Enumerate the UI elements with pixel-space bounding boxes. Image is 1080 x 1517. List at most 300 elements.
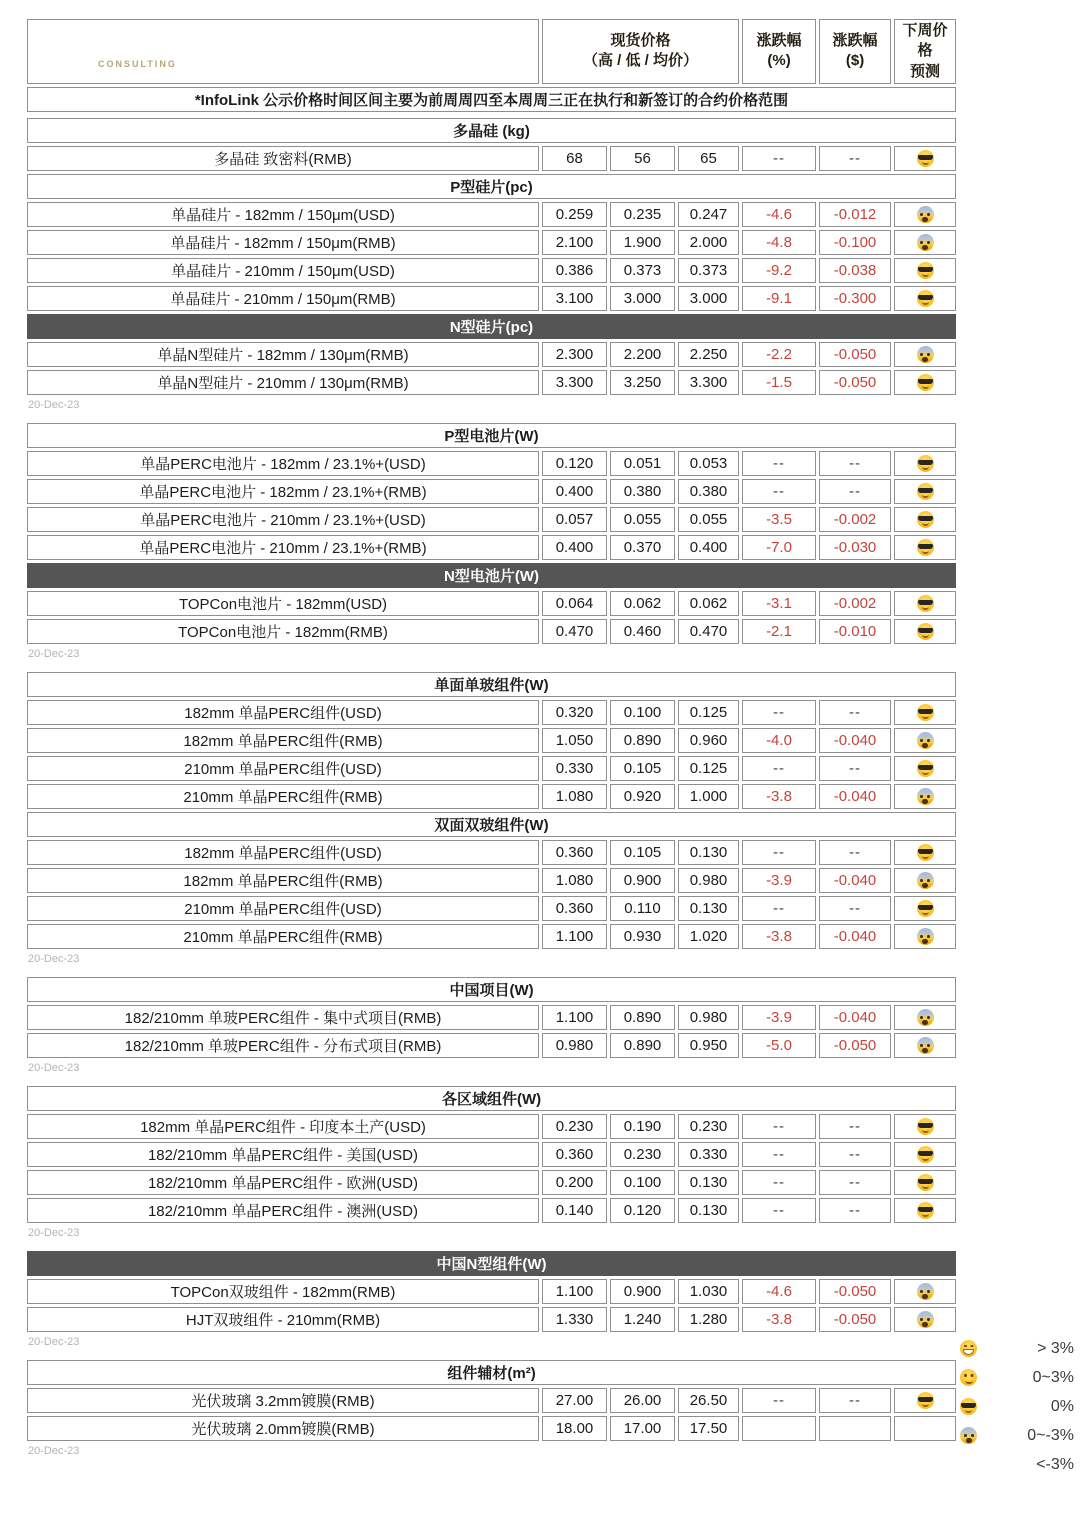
- change-pct: -3.8: [742, 924, 816, 949]
- forecast-cell: [894, 258, 956, 283]
- change-usd: -0.050: [819, 1307, 891, 1332]
- section-header: P型电池片(W): [27, 423, 956, 448]
- date-stamp: 20-Dec-23: [28, 1444, 80, 1457]
- forecast-cell: [894, 868, 956, 893]
- price-low: 3.000: [610, 286, 675, 311]
- logo-cell: [27, 19, 539, 84]
- change-usd: --: [819, 146, 891, 171]
- row-label: 光伏玻璃 3.2mm镀膜(RMB): [27, 1388, 539, 1413]
- change-pct: -9.2: [742, 258, 816, 283]
- scream-emoji-icon: [917, 1283, 934, 1300]
- change-usd: -0.300: [819, 286, 891, 311]
- change-pct: -5.0: [742, 1033, 816, 1058]
- forecast-cell: [894, 202, 956, 227]
- price-avg: 0.130: [678, 1170, 739, 1195]
- change-usd: -0.050: [819, 1033, 891, 1058]
- price-high: 0.259: [542, 202, 607, 227]
- price-high: 68: [542, 146, 607, 171]
- change-pct: --: [742, 1170, 816, 1195]
- forecast-cell: [894, 591, 956, 616]
- table-row: [27, 342, 956, 367]
- price-low: 0.900: [610, 1279, 675, 1304]
- change-pct: -3.8: [742, 784, 816, 809]
- date-stamp: 20-Dec-23: [28, 1061, 80, 1074]
- price-low: 17.00: [610, 1416, 675, 1441]
- legend-item: [960, 1421, 1074, 1450]
- table-row: [27, 896, 956, 921]
- price-avg: 0.053: [678, 451, 739, 476]
- scream-emoji-icon: [917, 732, 934, 749]
- table-row: [27, 756, 956, 781]
- row-label: 182/210mm 单晶PERC组件 - 澳洲(USD): [27, 1198, 539, 1223]
- forecast-cell: [894, 1170, 956, 1195]
- price-low: 0.105: [610, 756, 675, 781]
- change-usd: -0.050: [819, 1279, 891, 1304]
- legend-label: <-3%: [1036, 1455, 1074, 1473]
- row-label: 182mm 单晶PERC组件(RMB): [27, 868, 539, 893]
- price-low: 0.055: [610, 507, 675, 532]
- smile-emoji-icon: [960, 1369, 977, 1386]
- table-row: [27, 700, 956, 725]
- scream-emoji-icon: [917, 928, 934, 945]
- row-label: 182mm 单晶PERC组件 - 印度本土产(USD): [27, 1114, 539, 1139]
- forecast-cell: [894, 700, 956, 725]
- row-label: 182/210mm 单玻PERC组件 - 集中式项目(RMB): [27, 1005, 539, 1030]
- row-label: TOPCon电池片 - 182mm(USD): [27, 591, 539, 616]
- change-usd: -0.050: [819, 342, 891, 367]
- price-high: 1.050: [542, 728, 607, 753]
- change-pct: -3.9: [742, 868, 816, 893]
- price-high: 0.400: [542, 535, 607, 560]
- date-stamp: 20-Dec-23: [28, 1335, 80, 1348]
- price-high: 0.360: [542, 896, 607, 921]
- price-group-table: [24, 669, 959, 952]
- column-header-spot-price: 现货价格 （高 / 低 / 均价）: [542, 19, 739, 84]
- change-usd: -0.010: [819, 619, 891, 644]
- table-row: [27, 230, 956, 255]
- sunglasses-emoji-icon: [917, 1392, 934, 1409]
- row-label: 210mm 单晶PERC组件(RMB): [27, 784, 539, 809]
- row-label: 单晶N型硅片 - 182mm / 130μm(RMB): [27, 342, 539, 367]
- forecast-cell: [894, 1142, 956, 1167]
- forecast-cell: [894, 1005, 956, 1030]
- table-row: [27, 1170, 956, 1195]
- price-low: 26.00: [610, 1388, 675, 1413]
- price-low: 0.380: [610, 479, 675, 504]
- scream-emoji-icon: [917, 206, 934, 223]
- price-high: 18.00: [542, 1416, 607, 1441]
- table-row: [27, 258, 956, 283]
- change-usd: -0.038: [819, 258, 891, 283]
- price-avg: 1.020: [678, 924, 739, 949]
- forecast-cell: [894, 451, 956, 476]
- section-header: 中国N型组件(W): [27, 1251, 956, 1276]
- sunglasses-emoji-icon: [917, 1118, 934, 1135]
- price-low: 0.120: [610, 1198, 675, 1223]
- change-pct: --: [742, 451, 816, 476]
- table-row: [27, 1307, 956, 1332]
- row-label: 182mm 单晶PERC组件(RMB): [27, 728, 539, 753]
- sunglasses-emoji-icon: [917, 483, 934, 500]
- section-header: 多晶硅 (kg): [27, 118, 956, 143]
- legend-label: 0~-3%: [1027, 1426, 1074, 1444]
- row-label: 光伏玻璃 2.0mm镀膜(RMB): [27, 1416, 539, 1441]
- forecast-cell: [894, 535, 956, 560]
- change-pct: --: [742, 756, 816, 781]
- price-high: 0.230: [542, 1114, 607, 1139]
- forecast-cell: [894, 370, 956, 395]
- price-high: 2.300: [542, 342, 607, 367]
- table-row: [27, 840, 956, 865]
- price-low: 0.105: [610, 840, 675, 865]
- price-avg: 1.030: [678, 1279, 739, 1304]
- price-high: 0.140: [542, 1198, 607, 1223]
- sunglasses-emoji-icon: [917, 262, 934, 279]
- price-high: 0.057: [542, 507, 607, 532]
- price-low: 0.373: [610, 258, 675, 283]
- legend-item: [960, 1392, 1074, 1421]
- row-label: 单晶PERC电池片 - 210mm / 23.1%+(RMB): [27, 535, 539, 560]
- logo-brand: InfoLink: [98, 30, 188, 57]
- column-header-change-usd: 涨跌幅 ($): [819, 19, 891, 84]
- date-stamp: 20-Dec-23: [28, 647, 80, 660]
- change-pct: --: [742, 700, 816, 725]
- date-stamp: 20-Dec-23: [28, 398, 80, 411]
- price-high: 0.400: [542, 479, 607, 504]
- price-low: 1.900: [610, 230, 675, 255]
- change-usd: --: [819, 1388, 891, 1413]
- price-low: 0.890: [610, 1005, 675, 1030]
- price-low: 2.200: [610, 342, 675, 367]
- price-low: 0.890: [610, 728, 675, 753]
- table-row: [27, 370, 956, 395]
- table-row: [27, 728, 956, 753]
- price-avg: 0.980: [678, 868, 739, 893]
- price-high: 0.470: [542, 619, 607, 644]
- change-usd: -0.040: [819, 1005, 891, 1030]
- price-high: 1.100: [542, 1279, 607, 1304]
- change-pct: -9.1: [742, 286, 816, 311]
- change-pct: -1.5: [742, 370, 816, 395]
- table-row: [27, 146, 956, 171]
- price-avg: 1.280: [678, 1307, 739, 1332]
- price-avg: 0.125: [678, 700, 739, 725]
- section-header: 各区域组件(W): [27, 1086, 956, 1111]
- forecast-cell: [894, 230, 956, 255]
- sunglasses-emoji-icon: [960, 1398, 977, 1415]
- change-usd: -0.012: [819, 202, 891, 227]
- price-avg: 65: [678, 146, 739, 171]
- row-label: 182mm 单晶PERC组件(USD): [27, 700, 539, 725]
- scream-emoji-icon: [917, 1037, 934, 1054]
- sunglasses-emoji-icon: [917, 1202, 934, 1219]
- row-label: 182mm 单晶PERC组件(USD): [27, 840, 539, 865]
- price-low: 1.240: [610, 1307, 675, 1332]
- sunglasses-emoji-icon: [917, 455, 934, 472]
- change-usd: -0.040: [819, 784, 891, 809]
- change-pct: -2.1: [742, 619, 816, 644]
- change-usd: --: [819, 1142, 891, 1167]
- forecast-cell: [894, 1307, 956, 1332]
- infolink-logo: [30, 29, 536, 73]
- change-pct: -4.6: [742, 1279, 816, 1304]
- table-row: [27, 1142, 956, 1167]
- row-label: 182/210mm 单玻PERC组件 - 分布式项目(RMB): [27, 1033, 539, 1058]
- price-groups: [24, 115, 959, 1457]
- forecast-cell: [894, 840, 956, 865]
- table-row: [27, 451, 956, 476]
- row-label: 182/210mm 单晶PERC组件 - 美国(USD): [27, 1142, 539, 1167]
- price-avg: 0.960: [678, 728, 739, 753]
- price-low: 0.930: [610, 924, 675, 949]
- sunglasses-emoji-icon: [917, 1174, 934, 1191]
- price-low: 0.062: [610, 591, 675, 616]
- table-row: [27, 535, 956, 560]
- logo-subtitle: CONSULTING: [98, 59, 177, 70]
- price-high: 1.330: [542, 1307, 607, 1332]
- change-pct: -3.8: [742, 1307, 816, 1332]
- table-row: [27, 479, 956, 504]
- change-usd: --: [819, 840, 891, 865]
- legend-label: 0%: [1050, 1397, 1074, 1415]
- section-header: 单面单玻组件(W): [27, 672, 956, 697]
- change-usd: --: [819, 700, 891, 725]
- price-avg: 0.950: [678, 1033, 739, 1058]
- legend-label: > 3%: [1037, 1339, 1074, 1357]
- sunglasses-emoji-icon: [917, 1146, 934, 1163]
- change-usd: -0.030: [819, 535, 891, 560]
- price-low: 0.920: [610, 784, 675, 809]
- section-header: N型电池片(W): [27, 563, 956, 588]
- price-low: 56: [610, 146, 675, 171]
- price-high: 0.120: [542, 451, 607, 476]
- column-header-change-pct: 涨跌幅 (%): [742, 19, 816, 84]
- change-pct: -3.9: [742, 1005, 816, 1030]
- table-row: [27, 924, 956, 949]
- price-group-table: [24, 1248, 959, 1335]
- row-label: 210mm 单晶PERC组件(RMB): [27, 924, 539, 949]
- sunglasses-emoji-icon: [917, 539, 934, 556]
- change-usd: -0.040: [819, 924, 891, 949]
- infolink-logo-icon: [44, 29, 88, 73]
- price-avg: 0.062: [678, 591, 739, 616]
- scream-emoji-icon: [917, 872, 934, 889]
- scream-emoji-icon: [917, 788, 934, 805]
- table-row: [27, 1416, 956, 1441]
- forecast-cell: [894, 1279, 956, 1304]
- legend-item: [960, 1363, 1074, 1392]
- forecast-cell: [894, 924, 956, 949]
- legend-item: [960, 1334, 1074, 1363]
- table-row: [27, 784, 956, 809]
- change-pct: -2.2: [742, 342, 816, 367]
- row-label: 单晶PERC电池片 - 210mm / 23.1%+(USD): [27, 507, 539, 532]
- change-usd: --: [819, 1198, 891, 1223]
- price-high: 0.320: [542, 700, 607, 725]
- table-row: [27, 507, 956, 532]
- price-group-table: [24, 1083, 959, 1226]
- forecast-cell: [894, 728, 956, 753]
- change-usd: -0.100: [819, 230, 891, 255]
- sunglasses-emoji-icon: [917, 704, 934, 721]
- change-usd: -0.002: [819, 507, 891, 532]
- price-high: 0.386: [542, 258, 607, 283]
- row-label: TOPCon双玻组件 - 182mm(RMB): [27, 1279, 539, 1304]
- scream-emoji-icon: [917, 1009, 934, 1026]
- change-usd: [819, 1416, 891, 1441]
- price-high: 1.100: [542, 924, 607, 949]
- price-low: 0.460: [610, 619, 675, 644]
- price-period-note: *InfoLink 公示价格时间区间主要为前周周四至本周周三正在执行和新签订的合约价格范围: [27, 87, 956, 112]
- table-row: [27, 286, 956, 311]
- forecast-cell: [894, 756, 956, 781]
- row-label: 单晶N型硅片 - 210mm / 130μm(RMB): [27, 370, 539, 395]
- table-header: [24, 16, 959, 115]
- change-usd: --: [819, 451, 891, 476]
- section-header: P型硅片(pc): [27, 174, 956, 199]
- table-row: [27, 1198, 956, 1223]
- section-header: 中国项目(W): [27, 977, 956, 1002]
- table-row: [27, 1005, 956, 1030]
- price-avg: 2.250: [678, 342, 739, 367]
- sunglasses-emoji-icon: [917, 595, 934, 612]
- change-usd: --: [819, 1170, 891, 1195]
- section-header: 双面双玻组件(W): [27, 812, 956, 837]
- forecast-cell: [894, 1114, 956, 1139]
- sunglasses-emoji-icon: [917, 511, 934, 528]
- row-label: 182/210mm 单晶PERC组件 - 欧洲(USD): [27, 1170, 539, 1195]
- price-high: 0.064: [542, 591, 607, 616]
- change-usd: -0.050: [819, 370, 891, 395]
- forecast-cell: [894, 286, 956, 311]
- change-pct: --: [742, 1142, 816, 1167]
- price-avg: 0.247: [678, 202, 739, 227]
- price-group-table: [24, 1357, 959, 1444]
- change-pct: [742, 1416, 816, 1441]
- white-overlay-patch: [737, 1452, 1038, 1493]
- change-usd: -0.040: [819, 728, 891, 753]
- price-high: 0.330: [542, 756, 607, 781]
- grin-emoji-icon: [960, 1340, 977, 1357]
- change-pct: --: [742, 1114, 816, 1139]
- row-label: 210mm 单晶PERC组件(USD): [27, 896, 539, 921]
- sunglasses-emoji-icon: [917, 374, 934, 391]
- forecast-cell: [894, 1388, 956, 1413]
- price-low: 0.190: [610, 1114, 675, 1139]
- price-avg: 3.300: [678, 370, 739, 395]
- forecast-cell: [894, 1033, 956, 1058]
- scream-emoji-icon: [917, 234, 934, 251]
- forecast-cell: [894, 342, 956, 367]
- price-avg: 0.130: [678, 840, 739, 865]
- row-label: 210mm 单晶PERC组件(USD): [27, 756, 539, 781]
- price-high: 3.100: [542, 286, 607, 311]
- row-label: 单晶PERC电池片 - 182mm / 23.1%+(USD): [27, 451, 539, 476]
- change-usd: --: [819, 896, 891, 921]
- price-low: 0.110: [610, 896, 675, 921]
- change-pct: -4.0: [742, 728, 816, 753]
- sunglasses-emoji-icon: [917, 150, 934, 167]
- table-row: [27, 591, 956, 616]
- price-group-table: [24, 974, 959, 1061]
- table-row: [27, 1388, 956, 1413]
- date-stamp: 20-Dec-23: [28, 952, 80, 965]
- price-avg: 2.000: [678, 230, 739, 255]
- sunglasses-emoji-icon: [917, 900, 934, 917]
- price-avg: 0.470: [678, 619, 739, 644]
- price-low: 0.051: [610, 451, 675, 476]
- change-usd: -0.002: [819, 591, 891, 616]
- change-pct: --: [742, 896, 816, 921]
- sunglasses-emoji-icon: [917, 844, 934, 861]
- price-group-table: [24, 420, 959, 647]
- table-row: [27, 619, 956, 644]
- price-avg: 0.330: [678, 1142, 739, 1167]
- row-label: TOPCon电池片 - 182mm(RMB): [27, 619, 539, 644]
- legend-label: 0~3%: [1032, 1368, 1074, 1386]
- price-low: 0.230: [610, 1142, 675, 1167]
- sunglasses-emoji-icon: [917, 290, 934, 307]
- price-avg: 0.380: [678, 479, 739, 504]
- change-pct: --: [742, 479, 816, 504]
- row-label: 单晶PERC电池片 - 182mm / 23.1%+(RMB): [27, 479, 539, 504]
- change-pct: -7.0: [742, 535, 816, 560]
- price-avg: 0.125: [678, 756, 739, 781]
- price-high: 1.100: [542, 1005, 607, 1030]
- change-pct: -3.1: [742, 591, 816, 616]
- price-low: 0.900: [610, 868, 675, 893]
- section-header: 组件辅材(m²): [27, 1360, 956, 1385]
- row-label: 单晶硅片 - 210mm / 150μm(USD): [27, 258, 539, 283]
- price-avg: 0.400: [678, 535, 739, 560]
- change-usd: --: [819, 756, 891, 781]
- price-avg: 0.055: [678, 507, 739, 532]
- price-high: 0.200: [542, 1170, 607, 1195]
- price-high: 2.100: [542, 230, 607, 255]
- forecast-cell: [894, 1198, 956, 1223]
- price-avg: 0.230: [678, 1114, 739, 1139]
- price-avg: 0.980: [678, 1005, 739, 1030]
- column-header-forecast: 下周价格 预测: [894, 19, 956, 84]
- price-avg: 26.50: [678, 1388, 739, 1413]
- sunglasses-emoji-icon: [917, 760, 934, 777]
- forecast-cell: [894, 479, 956, 504]
- price-avg: 0.130: [678, 896, 739, 921]
- forecast-cell: [894, 896, 956, 921]
- forecast-cell: [894, 784, 956, 809]
- row-label: 单晶硅片 - 210mm / 150μm(RMB): [27, 286, 539, 311]
- section-header: N型硅片(pc): [27, 314, 956, 339]
- table-row: [27, 868, 956, 893]
- price-avg: 17.50: [678, 1416, 739, 1441]
- price-avg: 1.000: [678, 784, 739, 809]
- price-low: 0.370: [610, 535, 675, 560]
- table-row: [27, 202, 956, 227]
- row-label: HJT双玻组件 - 210mm(RMB): [27, 1307, 539, 1332]
- price-high: 27.00: [542, 1388, 607, 1413]
- price-low: 0.235: [610, 202, 675, 227]
- change-pct: -4.8: [742, 230, 816, 255]
- forecast-cell: [894, 507, 956, 532]
- change-usd: --: [819, 1114, 891, 1139]
- price-avg: 3.000: [678, 286, 739, 311]
- forecast-cell: [894, 146, 956, 171]
- price-avg: 0.373: [678, 258, 739, 283]
- change-pct: --: [742, 1198, 816, 1223]
- price-group-table: [24, 115, 959, 398]
- price-avg: 0.130: [678, 1198, 739, 1223]
- price-low: 3.250: [610, 370, 675, 395]
